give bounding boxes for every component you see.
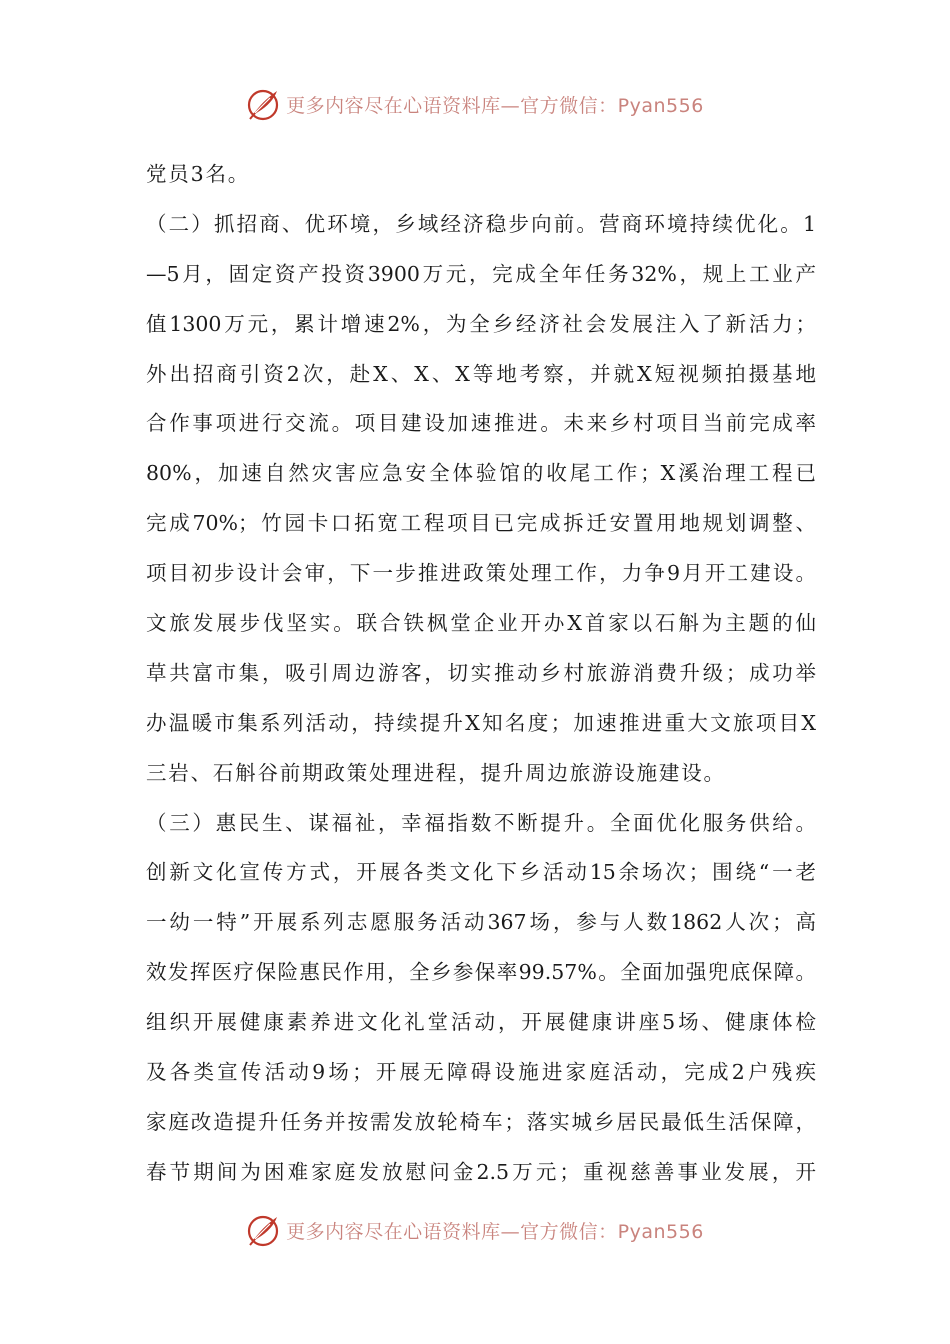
text-line: 合作事项进行交流。项目建设加速推进。未来乡村项目当前完成率 (146, 411, 816, 436)
text-line: （二）抓招商、优环境，乡域经济稳步向前。营商环境持续优化。1 (146, 211, 816, 236)
text-line: 办温暖市集系列活动，持续提升X知名度；加速推进重大文旅项目X (146, 710, 816, 735)
text-line: 值1300万元，累计增速2%，为全乡经济社会发展注入了新活力； (146, 311, 816, 336)
text-line: 家庭改造提升任务并按需发放轮椅车；落实城乡居民最低生活保障， (146, 1109, 816, 1134)
text-line: 创新文化宣传方式，开展各类文化下乡活动15余场次；围绕“一老 (146, 860, 816, 885)
text-line: 草共富市集，吸引周边游客，切实推动乡村旅游消费升级；成功举 (146, 660, 816, 685)
text-line: 党员3名。 (146, 162, 251, 186)
text-line: 春节期间为困难家庭发放慰问金2.5万元；重视慈善事业发展，开 (146, 1159, 816, 1184)
text-line: 三岩、石斛谷前期政策处理进程，提升周边旅游设施建设。 (146, 760, 726, 785)
watermark-footer (0, 1210, 950, 1250)
quill-logo-icon (246, 1212, 282, 1248)
wechat-id: Pyan556 (617, 1220, 704, 1243)
text-line: —5月，固定资产投资3900万元，完成全年任务32%，规上工业产 (146, 261, 816, 286)
watermark-text: 更多内容尽在心语资料库—官方微信：Pyan556 (286, 1220, 704, 1243)
quill-logo-icon (246, 86, 282, 122)
document-body (146, 150, 816, 1198)
text-line: 完成70%；竹园卡口拓宽工程项目已完成拆迁安置用地规划调整、 (146, 511, 816, 536)
text-line: 组织开展健康素养进文化礼堂活动，开展健康讲座5场、健康体检 (146, 1010, 816, 1035)
text-line: 一幼一特”开展系列志愿服务活动367场，参与人数1862人次；高 (146, 910, 816, 935)
watermark-header (0, 84, 950, 124)
wechat-id: Pyan556 (617, 94, 704, 117)
text-line: 项目初步设计会审，下一步推进政策处理工作，力争9月开工建设。 (146, 561, 816, 586)
watermark-text: 更多内容尽在心语资料库—官方微信：Pyan556 (286, 94, 704, 117)
text-line: 文旅发展步伐坚实。联合铁枫堂企业开办X首家以石斛为主题的仙 (146, 611, 816, 636)
text-line: （三）惠民生、谋福祉，幸福指数不断提升。全面优化服务供给。 (146, 810, 816, 835)
text-line: 外出招商引资2次，赴X、X、X等地考察，并就X短视频拍摄基地 (146, 361, 816, 386)
text-line: 效发挥医疗保险惠民作用，全乡参保率99.57%。全面加强兜底保障。 (146, 960, 816, 985)
text-line: 及各类宣传活动9场；开展无障碍设施进家庭活动，完成2户残疾 (146, 1060, 816, 1085)
text-line: 80%，加速自然灾害应急安全体验馆的收尾工作；X溪治理工程已 (146, 461, 816, 486)
